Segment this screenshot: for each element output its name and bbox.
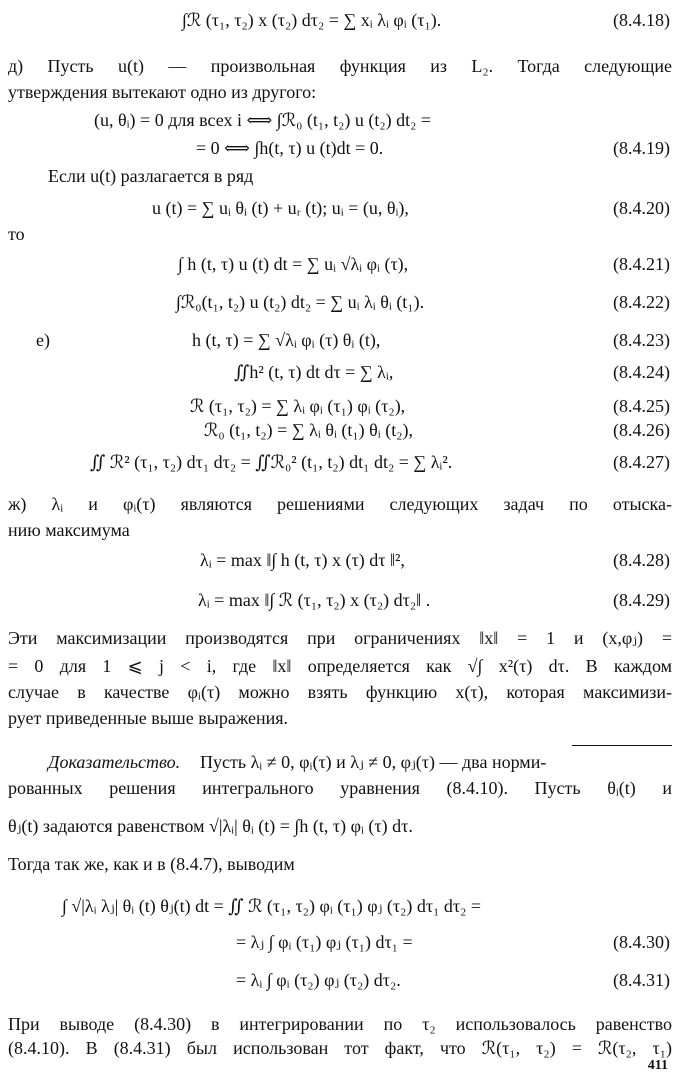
paragraph-text: Если u(t) разлагается в ряд: [48, 166, 254, 186]
paragraph-d-line-1: д) Пусть u(t) — произвольная функция из L₂. Тогда следующие: [8, 56, 672, 76]
paragraph-then-derive: Тогда так же, как и в (8.4.7), выводим: [8, 854, 295, 874]
equation-number: (8.4.19): [613, 138, 670, 158]
equation-8-4-27: [0, 448, 688, 476]
equation-body: ∬ ℛ² (τ₁, τ₂) dτ₁ dτ₂ = ∬ℛ₀² (t₁, t₂) dt₁ dt₂ = ∑ λᵢ².: [90, 452, 453, 472]
paragraph-max-line-4: рует приведенные выше выражения.: [8, 708, 289, 728]
paragraph-proof-line-2: рованных решения интегрального уравнения (8.4.10). Пусть θᵢ(t) и: [8, 778, 672, 798]
paragraph-max-line-3: случае в качестве φᵢ(τ) можно взять функцию x(τ), которая максимизи-: [8, 682, 672, 702]
equation-body: h (t, τ) = ∑ √λᵢ φᵢ (τ) θᵢ (t),: [192, 330, 381, 350]
equation-8-4-29: [0, 586, 688, 614]
equation-8-4-19-line-1: [0, 106, 688, 134]
equation-body: = 0 ⟺ ∫h(t, τ) u (t)dt = 0.: [196, 138, 384, 158]
equation-number: (8.4.26): [613, 420, 670, 440]
equation-body: u (t) = ∑ uᵢ θᵢ (t) + uᵣ (t); uᵢ = (u, θᵢ),: [152, 198, 409, 218]
paragraph-zh-line-2: нию максимума: [8, 520, 130, 540]
equation-number: (8.4.29): [613, 590, 670, 610]
paragraph-proof-line-3: θⱼ(t) задаются равенством √|λᵢ| θᵢ (t) = ∫h (t, τ) φᵢ (τ) dτ.: [8, 816, 413, 836]
equation-number: (8.4.30): [613, 932, 670, 952]
equation-number: (8.4.20): [613, 198, 670, 218]
equation-8-4-30-line-1: [0, 892, 688, 920]
equation-body: ∫ h (t, τ) u (t) dt = ∑ uᵢ √λᵢ φᵢ (τ),: [178, 254, 409, 274]
equation-8-4-30-line-2: [0, 928, 688, 956]
equation-body: ℛ₀ (t₁, t₂) = ∑ λᵢ θᵢ (t₁) θᵢ (t₂),: [204, 420, 413, 440]
paragraph-max-line-2: = 0 для 1 ⩽ j < i, где ‖x‖ определяется как √∫ x²(τ) dτ. В каждом: [8, 656, 672, 676]
equation-8-4-21: [0, 250, 688, 278]
paragraph-last-line-1: При выводе (8.4.30) в интегрировании по τ₂ использовалось равенство: [8, 1014, 672, 1034]
equation-8-4-22: [0, 288, 688, 316]
paragraph-d-line-2: утверждения вытекают одно из другого:: [8, 82, 317, 102]
equation-8-4-26: [0, 416, 688, 444]
equation-8-4-19-line-2: [0, 134, 688, 162]
proof-heading: Доказательство.: [48, 752, 181, 772]
equation-body: = λⱼ ∫ φᵢ (τ₁) φⱼ (τ₁) dτ₁ =: [236, 932, 413, 952]
paragraph-then: то: [8, 224, 25, 244]
equation-body: ∫ℛ₀(t₁, t₂) u (t₂) dt₂ = ∑ uᵢ λᵢ θᵢ (t₁).: [176, 292, 425, 312]
equation-body: (u, θᵢ) = 0 для всех i ⟺ ∫ℛ₀ (t₁, t₂) u (t₂) dt₂ =: [94, 110, 432, 130]
equation-8-4-20: [0, 194, 688, 222]
paragraph-proof-line-1: [0, 748, 688, 776]
equation-8-4-24: [0, 358, 688, 386]
separator-rule: [572, 745, 672, 746]
equation-number: (8.4.23): [613, 330, 670, 350]
page-number: 411: [647, 1058, 668, 1073]
equation-number: (8.4.21): [613, 254, 670, 274]
equation-body: ∬h² (t, τ) dt dτ = ∑ λᵢ,: [234, 362, 394, 382]
equation-number: (8.4.27): [613, 452, 670, 472]
equation-number: (8.4.24): [613, 362, 670, 382]
equation-body: = λᵢ ∫ φᵢ (τ₂) φⱼ (τ₂) dτ₂.: [236, 970, 401, 990]
equation-number: (8.4.25): [613, 396, 670, 416]
equation-8-4-23: [0, 326, 688, 354]
equation-number: (8.4.28): [613, 550, 670, 570]
paragraph-zh-line-1: ж) λᵢ и φᵢ(τ) являются решениями следующих задач по отыска-: [8, 494, 672, 514]
equation-number: (8.4.18): [613, 10, 670, 30]
paragraph-max-line-1: Эти максимизации производятся при ограничениях ‖x‖ = 1 и (x,φⱼ) =: [8, 628, 672, 648]
equation-body: ∫ √|λᵢ λⱼ| θᵢ (t) θⱼ(t) dt = ∬ ℛ (τ₁, τ₂) φᵢ (τ₁) φⱼ (τ₂) dτ₁ dτ₂ =: [62, 896, 482, 916]
equation-body: λᵢ = max ‖∫ ℛ (τ₁, τ₂) x (τ₂) dτ₂‖ .: [198, 590, 431, 610]
equation-number: (8.4.31): [613, 970, 670, 990]
equation-8-4-31: [0, 966, 688, 994]
item-label-e: е): [36, 330, 50, 350]
paragraph-last-line-2: (8.4.10). В (8.4.31) был использован тот факт, что ℛ(τ₁, τ₂) = ℛ(τ₂, τ₁): [8, 1038, 672, 1058]
equation-body: λᵢ = max ‖∫ h (t, τ) x (τ) dτ ‖²,: [200, 550, 405, 570]
equation-8-4-28: [0, 546, 688, 574]
paragraph-text: Пусть λᵢ ≠ 0, φᵢ(τ) и λⱼ ≠ 0, φⱼ(τ) — два норми-: [200, 752, 547, 772]
paragraph-if: [0, 162, 688, 190]
equation-8-4-18: [0, 6, 688, 34]
equation-body: ∫ℛ (τ₁, τ₂) x (τ₂) dτ₂ = ∑ xᵢ λᵢ φᵢ (τ₁).: [182, 10, 442, 30]
equation-body: ℛ (τ₁, τ₂) = ∑ λᵢ φᵢ (τ₁) φᵢ (τ₂),: [190, 396, 406, 416]
equation-number: (8.4.22): [613, 292, 670, 312]
